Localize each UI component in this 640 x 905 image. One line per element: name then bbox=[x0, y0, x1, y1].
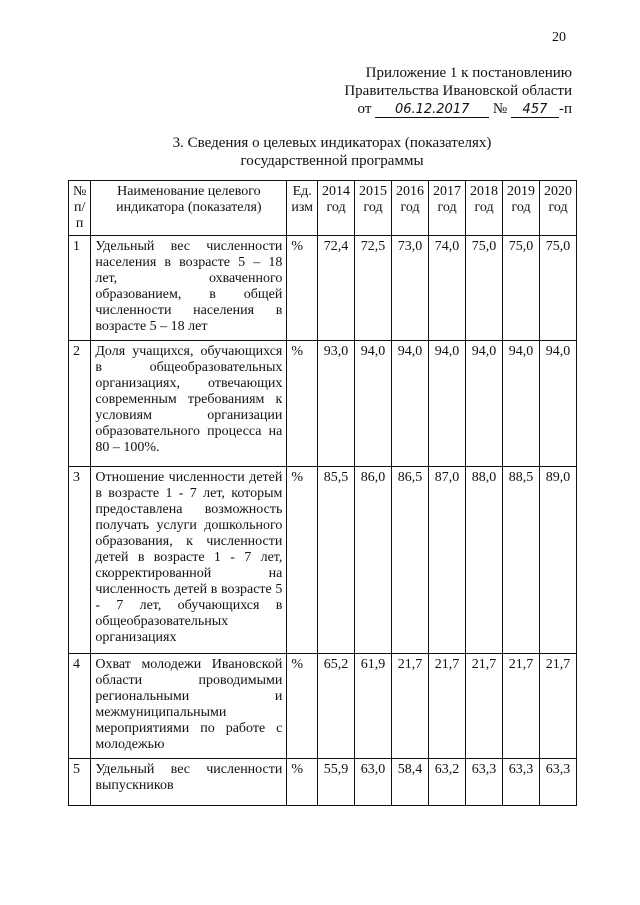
value-cell: 94,0 bbox=[392, 341, 429, 467]
header-year: 2016 год bbox=[392, 181, 429, 236]
value-cell: 94,0 bbox=[466, 341, 503, 467]
appendix-line-3 bbox=[272, 100, 572, 118]
header-year: 2020 год bbox=[540, 181, 577, 236]
value-cell: 94,0 bbox=[429, 341, 466, 467]
handwritten-date: 06.12.2017 bbox=[375, 102, 489, 118]
header-year: 2018 год bbox=[466, 181, 503, 236]
value-cell: 85,5 bbox=[318, 467, 355, 654]
value-cell: 74,0 bbox=[429, 236, 466, 341]
value-cell: 93,0 bbox=[318, 341, 355, 467]
table-row bbox=[69, 654, 577, 759]
value-cell: 61,9 bbox=[355, 654, 392, 759]
unit-cell: % bbox=[287, 759, 318, 806]
table-header-row bbox=[69, 181, 577, 236]
section-title-line-1: 3. Сведения о целевых индикаторах (показателях) bbox=[172, 135, 492, 151]
handwritten-number: 457 bbox=[511, 102, 559, 118]
value-cell: 86,0 bbox=[355, 467, 392, 654]
header-year: 2015 год bbox=[355, 181, 392, 236]
value-cell: 63,0 bbox=[355, 759, 392, 806]
header-num: № п/п bbox=[69, 181, 91, 236]
header-year: 2017 год bbox=[429, 181, 466, 236]
row-number: 3 bbox=[69, 467, 91, 654]
value-cell: 65,2 bbox=[318, 654, 355, 759]
row-number: 2 bbox=[69, 341, 91, 467]
value-cell: 21,7 bbox=[503, 654, 540, 759]
value-cell: 72,4 bbox=[318, 236, 355, 341]
value-cell: 21,7 bbox=[466, 654, 503, 759]
value-cell: 58,4 bbox=[392, 759, 429, 806]
row-number: 4 bbox=[69, 654, 91, 759]
from-label: от bbox=[357, 101, 372, 117]
table-row bbox=[69, 236, 577, 341]
header-year: 2014 год bbox=[318, 181, 355, 236]
indicator-name: Отношение численности детей в возрасте 1 - 7 лет, которым предоставлена возможность получать услуги дошкольного образования, к численности детей в возрасте 1 - 7 лет, скорректированной на численность детей в возрасте 5 - 7 лет, обучающихся в общеобразовательных организациях bbox=[91, 467, 287, 654]
value-cell: 75,0 bbox=[503, 236, 540, 341]
value-cell: 75,0 bbox=[540, 236, 577, 341]
value-cell: 94,0 bbox=[355, 341, 392, 467]
unit-cell: % bbox=[287, 236, 318, 341]
value-cell: 55,9 bbox=[318, 759, 355, 806]
value-cell: 21,7 bbox=[540, 654, 577, 759]
appendix-line-1: Приложение 1 к постановлению bbox=[365, 65, 572, 81]
table-row bbox=[69, 467, 577, 654]
value-cell: 86,5 bbox=[392, 467, 429, 654]
value-cell: 21,7 bbox=[429, 654, 466, 759]
value-cell: 21,7 bbox=[392, 654, 429, 759]
section-title bbox=[132, 134, 532, 170]
value-cell: 94,0 bbox=[540, 341, 577, 467]
value-cell: 89,0 bbox=[540, 467, 577, 654]
indicator-name: Доля учащихся, обучающихся в общеобразовательных организациях, отвечающих современным требованиям к условиям организации образовательного процесса на 80 – 100%. bbox=[91, 341, 287, 467]
table-row bbox=[69, 341, 577, 467]
value-cell: 94,0 bbox=[503, 341, 540, 467]
number-label: № bbox=[492, 101, 508, 117]
page-number: 20 bbox=[552, 30, 566, 45]
value-cell: 88,0 bbox=[466, 467, 503, 654]
value-cell: 73,0 bbox=[392, 236, 429, 341]
table-row bbox=[69, 759, 577, 806]
value-cell: 63,3 bbox=[466, 759, 503, 806]
header-unit: Ед. изм bbox=[287, 181, 318, 236]
indicators-table bbox=[68, 180, 577, 806]
value-cell: 88,5 bbox=[503, 467, 540, 654]
section-title-line-2: государственной программы bbox=[240, 153, 424, 169]
unit-cell: % bbox=[287, 467, 318, 654]
unit-cell: % bbox=[287, 654, 318, 759]
row-number: 5 bbox=[69, 759, 91, 806]
value-cell: 63,3 bbox=[540, 759, 577, 806]
indicator-name: Удельный вес численности населения в возрасте 5 – 18 лет, охваченного образованием, в общей численности населения в возрасте 5 – 18 лет bbox=[91, 236, 287, 341]
indicator-name: Удельный вес численности выпускников bbox=[91, 759, 287, 806]
value-cell: 63,2 bbox=[429, 759, 466, 806]
unit-cell: % bbox=[287, 341, 318, 467]
header-name: Наименование целевого индикатора (показателя) bbox=[91, 181, 287, 236]
row-number: 1 bbox=[69, 236, 91, 341]
value-cell: 63,3 bbox=[503, 759, 540, 806]
appendix-header bbox=[272, 64, 572, 118]
header-year: 2019 год bbox=[503, 181, 540, 236]
number-suffix: -п bbox=[558, 101, 572, 117]
indicator-name: Охват молодежи Ивановской области проводимыми региональными и межмуниципальными мероприятиями по работе с молодежью bbox=[91, 654, 287, 759]
value-cell: 75,0 bbox=[466, 236, 503, 341]
value-cell: 72,5 bbox=[355, 236, 392, 341]
appendix-line-2: Правительства Ивановской области bbox=[344, 83, 572, 99]
value-cell: 87,0 bbox=[429, 467, 466, 654]
